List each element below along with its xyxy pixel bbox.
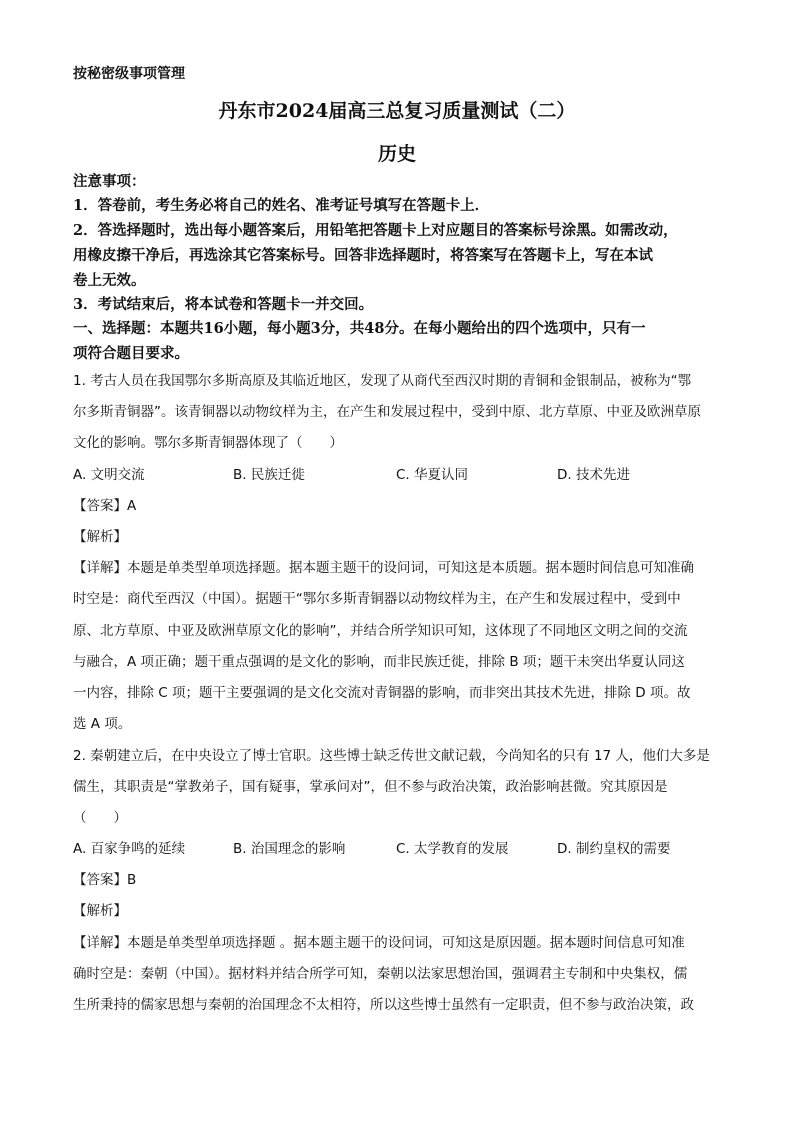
q1-detail-line: 选 A 项。 [73, 716, 132, 732]
q2-option-c: C. 太学教育的发展 [396, 841, 509, 857]
subject-title: 历史 [377, 143, 416, 165]
q2-stem-line: 2. 秦朝建立后，在中央设立了博士官职。这些博士缺乏传世文献记载，今尚知名的只有 17 人，他们大多是 [73, 748, 710, 764]
q2-analysis-label: 【解析】 [73, 903, 127, 919]
section-heading: 一、选择题：本题共16小题，每小题3分，共48分。在每小题给出的四个选项中，只有一 [73, 320, 646, 337]
q1-stem-line: 尔多斯青铜器”。该青铜器以动物纹样为主，在产生和发展过程中，受到中原、北方草原、中亚及欧洲草原 [73, 404, 701, 420]
exam-title: 丹东市2024届高三总复习质量测试（二） [218, 100, 576, 122]
q1-detail-line: 与融合，A 项正确；题干重点强调的是文化的影响，而非民族迁徙，排除 B 项；题干未突出华夏认同这 [73, 654, 685, 670]
secret-level-label: 按秘密级事项管理 [73, 66, 185, 82]
q1-stem-line: 文化的影响。鄂尔多斯青铜器体现了（ ） [73, 435, 343, 451]
q1-option-d: D. 技术先进 [557, 467, 630, 483]
q1-analysis-label: 【解析】 [73, 529, 127, 545]
q1-detail-line: 原、北方草原、中亚及欧洲草原文化的影响”，并结合所学知识可知，这体现了不同地区文明之间的交流 [73, 623, 688, 639]
q1-stem-line: 1. 考古人员在我国鄂尔多斯高原及其临近地区，发现了从商代至西汉时期的青铜和金银制品，被称为“鄂 [73, 373, 692, 389]
q1-option-c: C. 华夏认同 [396, 467, 469, 483]
q1-detail-line: 一内容，排除 C 项；题干主要强调的是文化交流对青铜器的影响，而非突出其技术先进，排除 D 项。故 [73, 685, 691, 701]
q2-option-b: B. 治国理念的影响 [233, 841, 346, 857]
q2-stem-line: （ ） [73, 810, 127, 826]
q2-detail-line: 确时空是：秦朝（中国）。据材料并结合所学可知，秦朝以法家思想治国，强调君主专制和中央集权，儒 [73, 966, 688, 982]
q1-option-b: B. 民族迁徙 [233, 467, 305, 483]
q2-detail-line: 生所秉持的儒家思想与秦朝的治国理念不太相符，所以这些博士虽然有一定职责，但不参与政治决策，政 [73, 997, 694, 1013]
section-heading: 项符合题目要求。 [73, 345, 189, 362]
q2-option-d: D. 制约皇权的需要 [557, 841, 671, 857]
q1-answer: 【答案】A [73, 498, 137, 514]
notice-line: 1．答卷前，考生务必将自己的姓名、准考证号填写在答题卡上． [73, 197, 490, 214]
notice-line: 卷上无效。 [73, 272, 146, 289]
q2-answer: 【答案】B [73, 872, 137, 888]
notice-line: 2．答选择题时，选出每小题答案后，用铅笔把答题卡上对应题目的答案标号涂黑。如需改动， [73, 222, 678, 239]
notice-line: 用橡皮擦干净后，再选涂其它答案标号。回答非选择题时，将答案写在答题卡上，写在本试 [73, 247, 653, 264]
notice-heading: 注意事项： [73, 173, 146, 190]
q2-detail-line: 【详解】本题是单类型单项选择题 。据本题主题干的设问词，可知这是原因题。据本题时间信息可知准 [73, 935, 685, 951]
q1-option-a: A. 文明交流 [73, 467, 145, 483]
q1-detail-line: 时空是：商代至西汉（中国）。据题干“鄂尔多斯青铜器以动物纹样为主，在产生和发展过程中，受到中 [73, 591, 681, 607]
q2-stem-line: 儒生，其职责是“掌教弟子，国有疑事，掌承问对”，但不参与政治决策，政治影响甚微。究其原因是 [73, 779, 668, 795]
q1-detail-line: 【详解】本题是单类型单项选择题。据本题主题干的设问词，可知这是本质题。据本题时间信息可知准确 [73, 560, 694, 576]
notice-line: 3．考试结束后，将本试卷和答题卡一并交回。 [73, 296, 374, 313]
q2-option-a: A. 百家争鸣的延续 [73, 841, 186, 857]
